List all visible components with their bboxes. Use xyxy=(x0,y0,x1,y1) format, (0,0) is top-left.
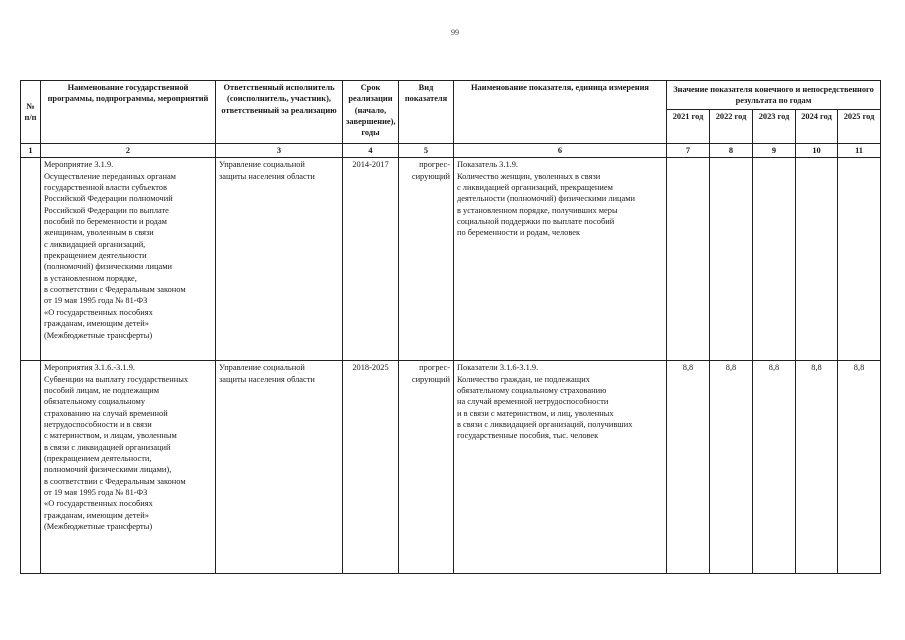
header-name: Наименование государственной программы, подпрограммы, мероприятий xyxy=(41,81,216,144)
column-number: 8 xyxy=(710,144,753,158)
header-year-2024: 2024 год xyxy=(796,110,838,144)
row-value-2025 xyxy=(838,158,881,361)
row-executor: Управление социальной защиты населения области xyxy=(216,158,343,361)
column-number: 9 xyxy=(753,144,796,158)
header-num: № п/п xyxy=(21,81,41,144)
row-num xyxy=(21,158,41,361)
row-value-2023 xyxy=(753,158,796,361)
row-type: прогрес- сирующий xyxy=(399,158,454,361)
row-name: Мероприятия 3.1.6.-3.1.9. Субвенции на выплату государственных пособий лицам, не подлежащим обязательному социальному страхованию на случай временной нетрудоспособности и в связи с материнством, и лицам, уволенным в связи с ликвидацией организаций (прекращением деятельности, полномочий физическими лицами), в соответствии с Федеральным законом от 19 мая 1995 года № 81-ФЗ «О государственных пособиях гражданам, имеющим детей» (Межбюджетные трансферты) xyxy=(41,361,216,574)
header-year-2023: 2023 год xyxy=(753,110,796,144)
indicators-table xyxy=(20,80,881,574)
page-number: 99 xyxy=(451,28,459,37)
header-period: Срок реализации (начало, завершение), годы xyxy=(343,81,399,144)
row-period: 2018-2025 xyxy=(343,361,399,574)
header-values: Значение показателя конечного и непосредственного результата по годам xyxy=(667,81,881,110)
header-indicator: Наименование показателя, единица измерения xyxy=(454,81,667,144)
row-value-2021: 8,8 xyxy=(667,361,710,574)
header-type: Вид показателя xyxy=(399,81,454,144)
column-number: 5 xyxy=(399,144,454,158)
column-number: 3 xyxy=(216,144,343,158)
column-number: 11 xyxy=(838,144,881,158)
column-number: 6 xyxy=(454,144,667,158)
row-value-2024 xyxy=(796,158,838,361)
row-period: 2014-2017 xyxy=(343,158,399,361)
row-value-2022 xyxy=(710,158,753,361)
row-indicator: Показатель 3.1.9. Количество женщин, уволенных в связи с ликвидацией организаций, прекращением деятельности (полномочий) физическими лицами в установленном порядке, получивших меры социальной поддержки по выплате пособий по беременности и родам, человек xyxy=(454,158,667,361)
column-number: 2 xyxy=(41,144,216,158)
row-value-2024: 8,8 xyxy=(796,361,838,574)
row-indicator: Показатели 3.1.6-3.1.9. Количество граждан, не подлежащих обязательному социальному страхованию на случай временной нетрудоспособности и в связи с материнством, и лиц, уволенных в связи с ликвидацией организаций, получивших государственные пособия, тыс. человек xyxy=(454,361,667,574)
header-year-2021: 2021 год xyxy=(667,110,710,144)
row-value-2025: 8,8 xyxy=(838,361,881,574)
column-number: 4 xyxy=(343,144,399,158)
table-row xyxy=(21,361,881,574)
header-year-2025: 2025 год xyxy=(838,110,881,144)
row-value-2022: 8,8 xyxy=(710,361,753,574)
header-year-2022: 2022 год xyxy=(710,110,753,144)
row-num xyxy=(21,361,41,574)
row-name: Мероприятие 3.1.9. Осуществление переданных органам государственной власти субъектов Российской Федерации полномочий Российской Федерации по выплате пособий по беременности и родам женщинам, уволенным в связи с ликвидацией организаций, прекращением деятельности (полномочий) физическими лицами в установленном порядке, в соответствии с Федеральным законом от 19 мая 1995 года № 81-ФЗ «О государственных пособиях гражданам, имеющим детей» (Межбюджетные трансферты) xyxy=(41,158,216,361)
header-row xyxy=(21,81,881,110)
column-number: 10 xyxy=(796,144,838,158)
row-value-2021 xyxy=(667,158,710,361)
row-value-2023: 8,8 xyxy=(753,361,796,574)
row-type: прогрес- сирующий xyxy=(399,361,454,574)
column-number: 1 xyxy=(21,144,41,158)
row-executor: Управление социальной защиты населения области xyxy=(216,361,343,574)
table-row xyxy=(21,158,881,361)
column-number: 7 xyxy=(667,144,710,158)
column-numbers-row xyxy=(21,144,881,158)
header-executor: Ответственный исполнитель (соисполнитель, участник), ответственный за реализацию xyxy=(216,81,343,144)
